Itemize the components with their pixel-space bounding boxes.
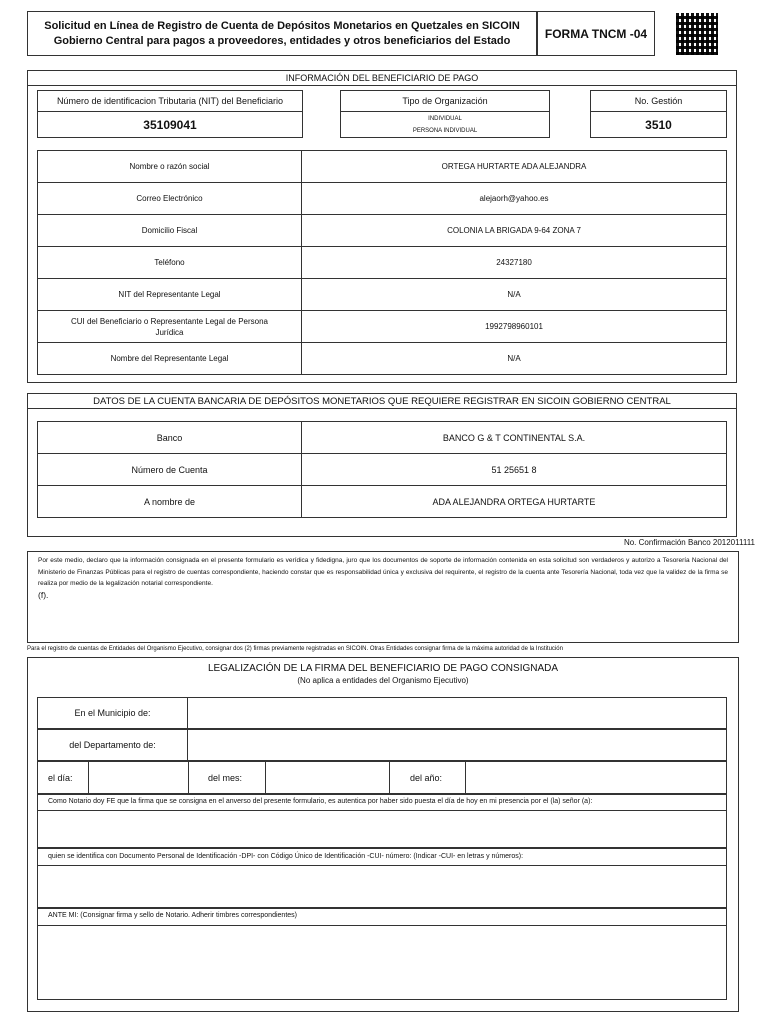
row-value: N/A — [507, 290, 521, 299]
table-row — [38, 247, 726, 279]
departamento-label: del Departamento de: — [38, 730, 188, 760]
municipio-field[interactable] — [189, 698, 726, 728]
header-title-box — [27, 11, 537, 56]
row-label: Número de Cuenta — [38, 454, 302, 485]
row-label: CUI del Beneficiario o Representante Legal de Persona Jurídica — [38, 311, 302, 342]
table-row — [38, 279, 726, 311]
table-row — [38, 486, 726, 517]
header-title-line1: Solicitud en Línea de Registro de Cuenta de Depósitos Monetarios en Quetzales en SICOIN — [44, 19, 520, 32]
mes-label: del mes: — [208, 773, 243, 783]
bank-section-title: DATOS DE LA CUENTA BANCARIA DE DEPÓSITOS MONETARIOS QUE REQUIERE REGISTRAR EN SICOIN GOBIERNO CENTRAL — [28, 394, 736, 409]
row-label: Banco — [38, 422, 302, 453]
departamento-field[interactable] — [189, 730, 726, 760]
notario-box — [37, 794, 727, 848]
identifica-field[interactable] — [38, 866, 726, 907]
row-label: Teléfono — [38, 247, 302, 278]
dia-field[interactable] — [88, 762, 189, 793]
table-row — [38, 311, 726, 343]
row-value: BANCO G & T CONTINENTAL S.A. — [442, 432, 586, 443]
declaration-text: Por este medio, declaro que la información consignada en el presente formulario es verídica y fidedigna, juro que los documentos de soporte de información contenida en esta solicitud son verdaderos y autorizo a Tesorería Nacional del Ministerio de Finanzas Públicas para el registro de cuentas correspondiente, haciendo constar que es responsabilidad única y exclusiva del requirente, el registro de la cuenta ante Tesorería Nacional, toda vez que la validez de la firma se realiza por medio de la legalización notarial correspondiente. — [38, 557, 728, 587]
row-value: ORTEGA HURTARTE ADA ALEJANDRA — [441, 162, 587, 171]
declaration-note: Para el registro de cuentas de Entidades del Organismo Ejecutivo, consignar dos (2) firmas previamente registradas en SICOIN. Otras Entidades consignar firma de la máxima autoridad de la Institución — [27, 646, 563, 652]
org-type-label: Tipo de Organización — [340, 90, 550, 112]
mes-field[interactable] — [265, 762, 390, 793]
row-value: COLONIA LA BRIGADA 9-64 ZONA 7 — [447, 226, 581, 235]
identifica-text: quien se identifica con Documento Personal de Identificación -DPI- con Código Único de Identificación -CUI- número: (Indicar -CUI- en letras y números): — [38, 849, 726, 866]
municipio-row — [37, 697, 727, 729]
table-row — [38, 151, 726, 183]
row-label: Domicilio Fiscal — [38, 215, 302, 246]
row-value: 1992798960101 — [485, 322, 543, 331]
anio-field[interactable] — [465, 762, 726, 793]
ante-mi-field[interactable] — [38, 926, 726, 999]
bank-detail-table — [37, 421, 727, 518]
row-value: 51 25651 8 — [491, 464, 537, 475]
signature-line: (f). — [38, 589, 49, 600]
row-label: A nombre de — [38, 486, 302, 517]
dia-label: el día: — [48, 773, 73, 783]
departamento-row — [37, 729, 727, 761]
anio-label: del año: — [410, 773, 443, 783]
nit-label: Número de identificacion Tributaria (NIT) del Beneficiario — [37, 90, 303, 112]
qr-code-icon — [676, 13, 718, 55]
notario-text: Como Notario doy FE que la firma que se consigna en el anverso del presente formulario, es autentica por haber sido puesta el día de hoy en mi presencia por el (la) señor (a): — [38, 795, 726, 811]
row-value: ADA ALEJANDRA ORTEGA HURTARTE — [432, 496, 596, 507]
header-title-line2: Gobierno Central para pagos a proveedores, entidades y otros beneficiarios del Estado — [53, 34, 511, 47]
org-type-value-2: PERSONA INDIVIDUAL — [412, 127, 478, 134]
row-label: Nombre del Representante Legal — [38, 343, 302, 374]
row-label: Correo Electrónico — [38, 183, 302, 214]
municipio-label: En el Municipio de: — [38, 698, 188, 728]
nit-value: 35109041 — [37, 111, 303, 138]
legalization-subtitle: (No aplica a entidades del Organismo Ejecutivo) — [297, 676, 469, 685]
row-label: Nombre o razón social — [38, 151, 302, 182]
row-value: 24327180 — [496, 258, 532, 267]
table-row — [38, 422, 726, 454]
gestion-value: 3510 — [590, 111, 727, 138]
date-row — [37, 761, 727, 794]
ante-mi-text: ANTE MI: (Consignar firma y sello de Notario. Adherir timbres correspondientes) — [38, 909, 726, 926]
org-type-value-1: INDIVIDUAL — [428, 115, 462, 122]
row-value: N/A — [507, 354, 521, 363]
notario-field[interactable] — [38, 811, 726, 847]
legalization-title: LEGALIZACIÓN DE LA FIRMA DEL BENEFICIARIO DE PAGO CONSIGNADA — [207, 663, 559, 674]
bank-confirmation: No. Confirmación Banco 2012011111 — [623, 538, 755, 547]
org-type-value — [340, 111, 550, 138]
identifica-box — [37, 848, 727, 908]
table-row — [38, 183, 726, 215]
beneficiary-section-title: INFORMACIÓN DEL BENEFICIARIO DE PAGO — [28, 71, 736, 86]
ante-mi-box — [37, 908, 727, 1000]
beneficiary-detail-table — [37, 150, 727, 375]
gestion-label: No. Gestión — [590, 90, 727, 112]
table-row — [38, 343, 726, 374]
form-code: FORMA TNCM -04 — [537, 11, 655, 56]
table-row — [38, 215, 726, 247]
declaration-box — [27, 551, 739, 643]
table-row — [38, 454, 726, 486]
row-label: NIT del Representante Legal — [38, 279, 302, 310]
row-value: alejaorh@yahoo.es — [479, 194, 549, 203]
